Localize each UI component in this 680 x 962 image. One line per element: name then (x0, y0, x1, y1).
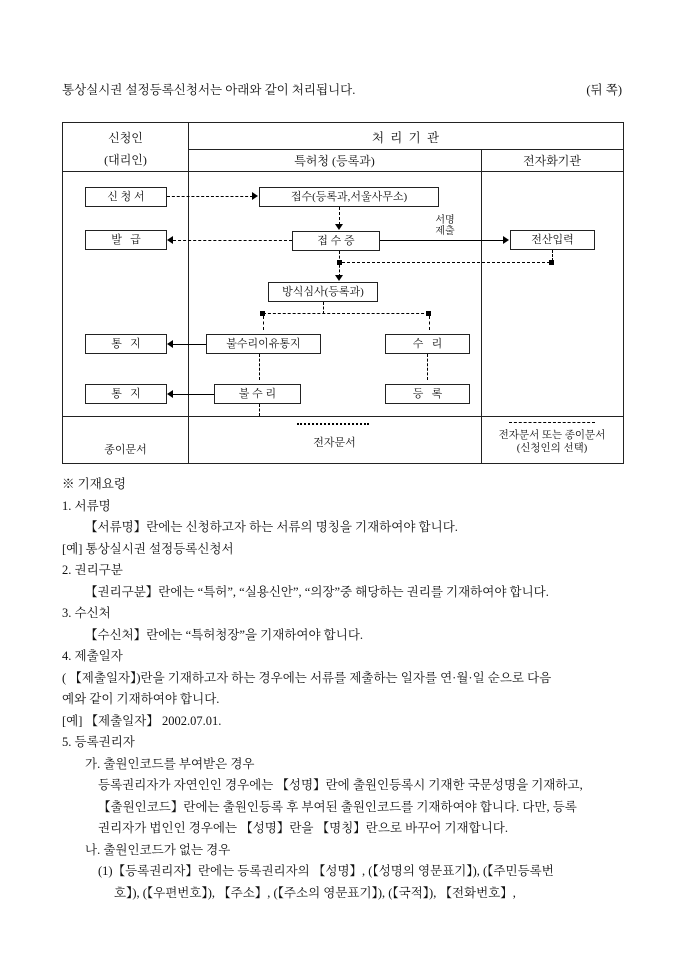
header-applicant-agent: (대리인) (104, 153, 147, 167)
box-receipt-slip: 접 수 증 (292, 231, 380, 251)
signature-submit-note (425, 215, 465, 237)
instruction-line: 2. 권리구분 (62, 563, 123, 577)
instructions-block (62, 474, 628, 904)
instruction-line: 5. 등록권리자 (62, 735, 135, 749)
instruction-line: 나. 출원인코드가 없는 경우 (85, 842, 231, 857)
legend-paper-document: 종이문서 (104, 444, 147, 456)
instruction-line: 【서류명】란에는 신청하고자 하는 서류의 명칭을 기재하여야 합니다. (85, 520, 458, 534)
flow-line-acceptance-to-registration (427, 354, 428, 380)
instruction-line: 가. 출원인코드를 부여받은 경우 (85, 756, 255, 771)
flow-line-to-rejection (259, 354, 260, 380)
instruction-line: 예와 같이 기재하여야 합니다. (62, 692, 220, 706)
header-processing-agency: 처 리 기 관 (371, 131, 440, 145)
instruction-line: 등록권리자가 자연인인 경우에는 【성명】란에 출원인등록시 기재한 국문성명을 기재하고, (98, 778, 583, 792)
flow-line-slip-to-computer-input (380, 240, 504, 241)
grid-line (188, 149, 623, 150)
grid-line (63, 171, 623, 172)
legend-electronic-document: 전자문서 (313, 437, 356, 449)
flow-line-rejection-notice-to-notice1 (173, 344, 206, 345)
box-notice-1: 통 지 (85, 334, 167, 354)
flow-line-input-return-horizontal (342, 262, 550, 263)
arrowhead-down-icon (335, 224, 343, 230)
instruction-line: [예] 통상실시권 설정등록신청서 (62, 541, 234, 556)
flow-line-slip-to-issue (173, 240, 292, 241)
process-flow-diagram (62, 122, 624, 464)
signature-note-line2: 제출 (435, 226, 455, 237)
box-notice-2: 통 지 (85, 384, 167, 404)
arrowhead-left-icon (167, 390, 173, 398)
legend-dotted-sample (297, 423, 369, 425)
instruction-line: 【수신처】란에는 “특허청장”을 기재하여야 합니다. (85, 627, 364, 642)
flow-line-application-to-receipt (167, 196, 253, 197)
box-registration: 등 록 (385, 384, 470, 404)
instruction-line: 【권리구분】란에는 “특허”, “실용신안”, “의장”중 해당하는 권리를 기재하여야 합니다. (85, 584, 549, 599)
intro-text: 통상실시권 설정등록신청서는 아래와 같이 처리됩니다. (62, 83, 356, 97)
header-applicant: 신청인 (108, 131, 143, 145)
instruction-line: 호】), (【우편번호】), 【주소】, (【주소의 영문표기】), (【국적】), 【전화번호】, (114, 885, 516, 900)
grid-line (188, 123, 189, 463)
box-computer-input: 전산입력 (510, 230, 595, 250)
signature-note-line1: 서명 (435, 215, 455, 226)
instruction-line: 권리자가 법인인 경우에는 【성명】란을 【명칭】란으로 바꾸어 기재합니다. (98, 821, 508, 835)
instruction-line: [예] 【제출일자】 2002.07.01. (62, 713, 222, 728)
arrowhead-left-icon (167, 340, 173, 348)
flow-line-rejection-to-notice2 (173, 394, 214, 395)
box-rejection: 불 수 리 (214, 384, 301, 404)
grid-line (63, 416, 623, 417)
flow-line-branch-to-acceptance (429, 316, 430, 330)
junction-square-icon (549, 260, 554, 265)
flow-line-slip-to-exam (339, 251, 340, 277)
box-application: 신 청 서 (85, 187, 167, 207)
arrowhead-right-icon (252, 192, 258, 200)
arrowhead-down-icon (335, 275, 343, 281)
instruction-line: ( 【제출일자】)란을 기재하고자 하는 경우에는 서류를 제출하는 일자를 연·월·일 순으로 다음 (62, 670, 552, 685)
flow-line-branch (263, 313, 429, 314)
box-rejection-notice: 불수리이유통지 (206, 334, 321, 354)
instruction-line: 【출원인코드】란에는 출원인등록 후 부여된 출원인코드를 기재하여야 합니다. 다만, 등록 (98, 799, 577, 814)
box-issue: 발 급 (85, 230, 167, 250)
flow-line-rejection-continuation (259, 404, 260, 416)
instruction-line: 1. 서류명 (62, 498, 111, 513)
legend-choice-line2: (신청인의 선택) (516, 443, 588, 454)
instruction-line: 3. 수신처 (62, 606, 111, 620)
arrowhead-right-icon (503, 236, 509, 244)
intro-row (62, 80, 622, 98)
page-side-marker: (뒤 쪽) (586, 83, 622, 97)
header-kipo: 특허청 (등록과) (294, 154, 375, 168)
instruction-line: (1)【등록권리자】란에는 등록권리자의 【성명】, (【성명의 영문표기】), (【주민등록번 (98, 864, 554, 878)
instruction-heading: ※ 기재요령 (62, 477, 126, 491)
flow-line-branch-to-rejection-notice (263, 316, 264, 330)
header-digitizing-agency: 전자화기관 (523, 154, 581, 168)
instruction-line: 4. 제출일자 (62, 649, 123, 663)
box-formality-exam: 방식심사(등록과) (268, 282, 378, 302)
legend-dashed-sample (509, 422, 595, 423)
box-receipt-desk: 접수(등록과,서울사무소) (259, 187, 439, 207)
legend-choice-line1: 전자문서 또는 종이문서 (498, 430, 606, 441)
flow-line-receipt-to-slip (339, 207, 340, 225)
arrowhead-left-icon (167, 236, 173, 244)
box-acceptance: 수 리 (385, 334, 470, 354)
